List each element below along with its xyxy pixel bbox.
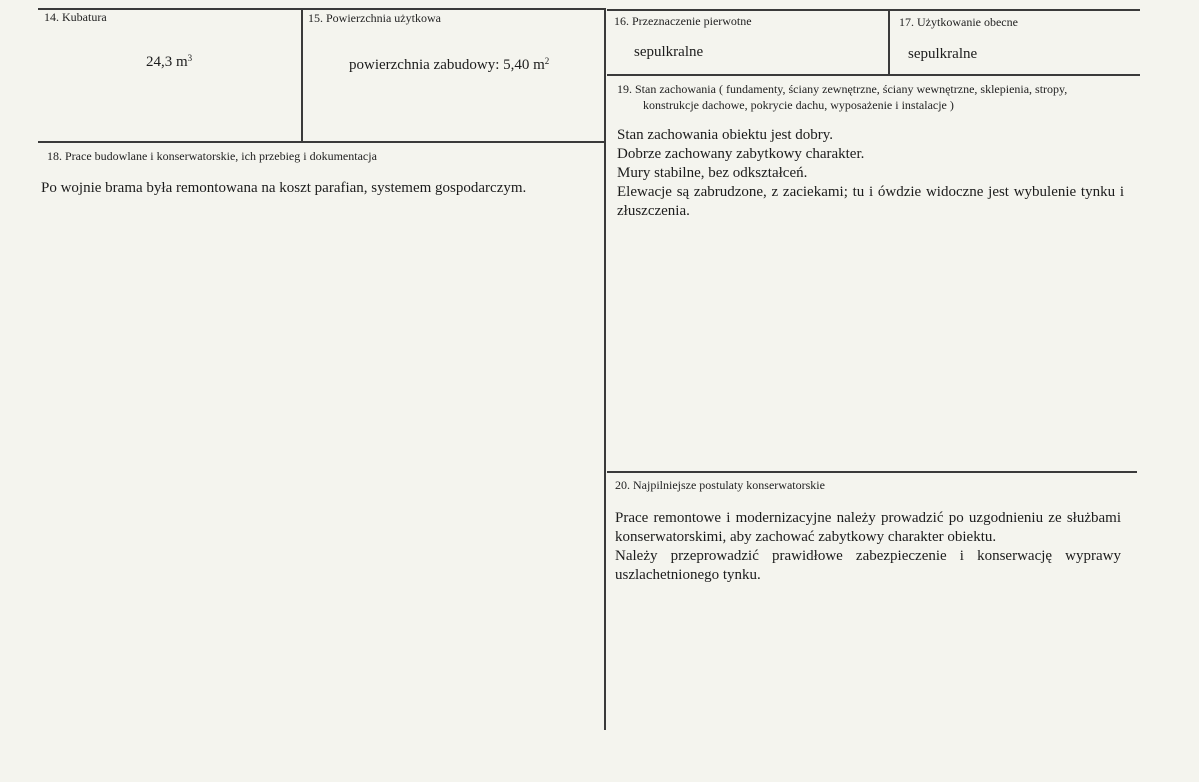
field-14-unit-exponent: 3 [187, 53, 193, 63]
field-15-value [349, 56, 549, 75]
field-18-text: Po wojnie brama była remontowana na koszt parafian, systemem gospodarczym. [41, 180, 527, 196]
field-17-label: 17. Użytkowanie obecne [899, 15, 1018, 29]
field-19-line: Stan zachowania obiektu jest dobry. [617, 127, 834, 143]
field-15-unit-exponent: 2 [544, 56, 550, 66]
field-19-text [617, 126, 1124, 221]
field-20-text [615, 509, 1121, 585]
divider-16-17 [888, 9, 890, 74]
field-20-label: 20. Najpilniejsze postulaty konserwatorskie [615, 478, 825, 492]
field-19-line: Elewacje są zabrudzone, z zaciekami; tu i ówdzie widoczne jest wybulenie tynku i złuszczenia. [617, 184, 1124, 219]
divider-under-14-15 [38, 141, 606, 143]
field-20-paragraph: Należy przeprowadzić prawidłowe zabezpieczenie i konserwację wyprawy uszlachetnionego tynku. [615, 548, 1121, 583]
field-17-value: sepulkralne [908, 46, 978, 62]
field-16-label: 16. Przeznaczenie pierwotne [614, 14, 752, 28]
field-16-value: sepulkralne [634, 44, 704, 60]
field-14-label: 14. Kubatura [44, 10, 107, 24]
field-15-label: 15. Powierzchnia użytkowa [308, 11, 441, 25]
field-14-value-text: 24,3 m [146, 54, 188, 70]
divider-14-15 [301, 8, 303, 142]
top-border-right [607, 9, 1140, 11]
top-border-left [38, 8, 606, 10]
field-19-label-line-2: konstrukcje dachowe, pokrycie dachu, wyposażenie i instalacje ) [643, 98, 954, 112]
divider-under-19 [607, 471, 1137, 473]
field-19-label-line-1: 19. Stan zachowania ( fundamenty, ściany zewnętrzne, ściany wewnętrzne, sklepienia, stropy, [617, 82, 1068, 96]
field-18-label: 18. Prace budowlane i konserwatorskie, ich przebieg i dokumentacja [47, 149, 377, 163]
field-15-value-text: powierzchnia zabudowy: 5,40 m [349, 57, 545, 73]
field-14-value [146, 53, 192, 72]
field-20-paragraph: Prace remontowe i modernizacyjne należy prowadzić po uzgodnieniu ze służbami konserwatorskimi, aby zachować zabytkowy charakter obiektu. [615, 510, 1121, 545]
field-19-line: Mury stabilne, bez odkształceń. [617, 165, 808, 181]
field-19-line: Dobrze zachowany zabytkowy charakter. [617, 146, 865, 162]
main-vertical-divider [604, 8, 606, 730]
divider-under-16-17 [607, 74, 1140, 76]
